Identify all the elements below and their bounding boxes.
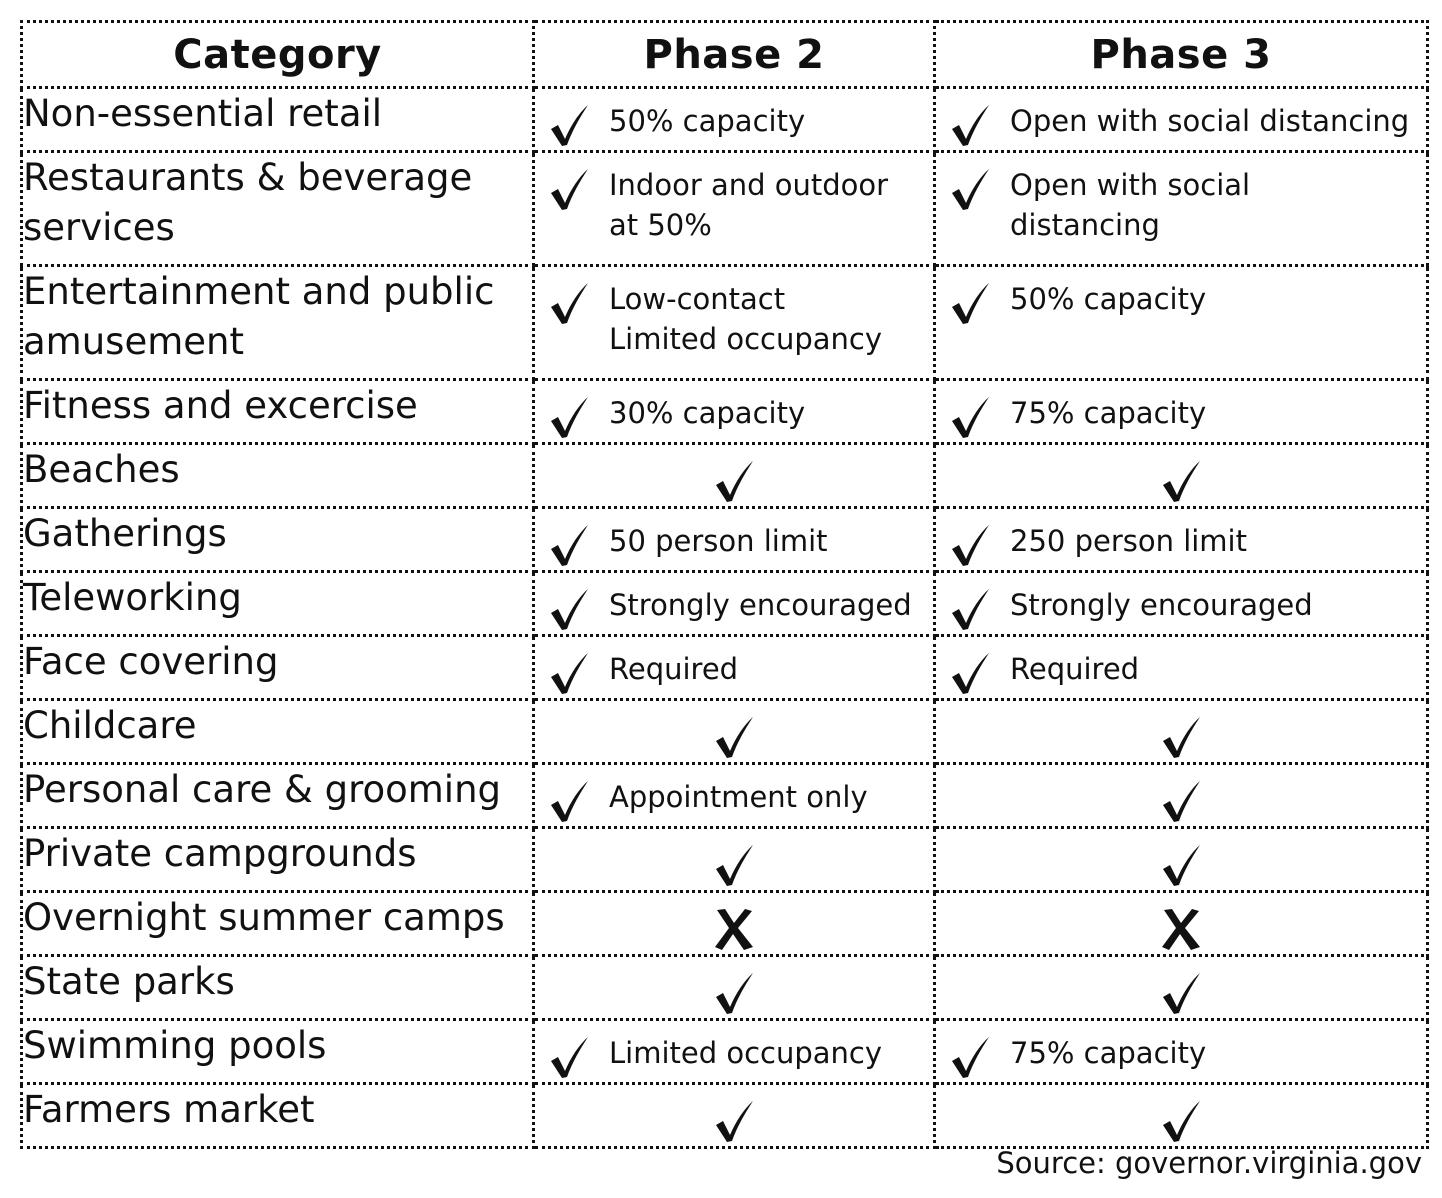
check-icon [1161,715,1201,759]
cell-content [535,829,933,887]
x-icon [714,907,754,951]
phase-3-cell [935,636,1428,700]
table-row [22,88,1428,152]
category-cell [22,892,534,956]
cell-content [535,573,933,631]
table-row [22,764,1428,828]
table-row [22,636,1428,700]
category-label: Gatherings [23,512,227,555]
category-cell [22,956,534,1020]
check-icon [714,843,754,887]
phase-3-cell [935,508,1428,572]
category-cell [22,572,534,636]
category-label: Private campgrounds [23,832,417,875]
category-label: Beaches [23,448,180,491]
table-row [22,444,1428,508]
phase-2-cell [534,956,935,1020]
cell-content [936,509,1426,567]
check-icon [714,971,754,1015]
check-icon [714,715,754,759]
cell-content [936,637,1426,695]
phase-2-cell [534,636,935,700]
cell-note: 75% capacity [1010,396,1207,430]
cell-content [535,381,933,439]
reopening-phases-table [20,20,1429,1149]
cell-note: Strongly encouraged [609,588,912,622]
cell-note: 75% capacity [1010,1036,1207,1070]
category-label: Entertainment and public amusement [23,270,495,363]
category-label: Personal care & grooming [23,768,502,811]
phase-2-cell [534,892,935,956]
phase-3-cell [935,892,1428,956]
table-row [22,508,1428,572]
cell-content [535,701,933,759]
check-icon [549,395,589,439]
phase-3-cell [935,1020,1428,1084]
phase-3-cell [935,956,1428,1020]
check-icon [549,1035,589,1079]
category-label: Teleworking [23,576,242,619]
cell-content [936,89,1426,147]
cell-content [535,445,933,503]
check-icon [950,395,990,439]
phase-2-cell [534,266,935,380]
category-label: State parks [23,960,235,1003]
check-icon [950,103,990,147]
phase-2-cell [534,828,935,892]
check-icon [549,103,589,147]
check-icon [549,651,589,695]
check-icon [1161,843,1201,887]
cell-content [535,1021,933,1079]
cell-content [535,267,933,359]
category-cell [22,700,534,764]
phase-2-cell [534,572,935,636]
category-cell [22,636,534,700]
category-label: Swimming pools [23,1024,327,1067]
check-icon [950,167,990,211]
cell-content [535,957,933,1015]
table-row [22,828,1428,892]
check-icon [1161,779,1201,823]
phase-3-cell [935,152,1428,266]
cell-note: 250 person limit [1010,524,1247,558]
table-body [22,88,1428,1148]
cell-content [535,509,933,567]
category-label: Childcare [23,704,197,747]
cell-content [936,381,1426,439]
category-cell [22,266,534,380]
check-icon [549,281,589,325]
cell-content [936,701,1426,759]
cell-content [535,1085,933,1143]
phase-3-cell [935,700,1428,764]
phase-2-cell [534,508,935,572]
cell-note: 50 person limit [609,524,828,558]
category-cell [22,1084,534,1148]
header-row [22,22,1428,88]
x-icon [1161,907,1201,951]
header-phase-2: Phase 2 [534,22,935,88]
cell-content [936,1021,1426,1079]
category-label: Non-essential retail [23,92,383,135]
phase-3-cell [935,1084,1428,1148]
phase-3-cell [935,572,1428,636]
category-label: Face covering [23,640,279,683]
cell-content [936,1085,1426,1143]
cell-note: Required [1010,652,1140,686]
check-icon [950,587,990,631]
phase-3-cell [935,828,1428,892]
check-icon [1161,1099,1201,1143]
source-credit: Source: governor.virginia.gov [996,1146,1422,1180]
phase-2-cell [534,380,935,444]
cell-content [936,445,1426,503]
check-icon [950,523,990,567]
cell-content [936,765,1426,823]
check-icon [549,587,589,631]
cell-note: Required [609,652,739,686]
cell-note: Indoor and outdoor at 50% [609,168,889,242]
table-row [22,266,1428,380]
cell-note: Appointment only [609,780,868,814]
cell-content [936,153,1426,245]
category-label: Fitness and excercise [23,384,418,427]
check-icon [1161,971,1201,1015]
cell-note: Low-contact Limited occupancy [609,282,883,356]
category-cell [22,508,534,572]
table-row [22,700,1428,764]
cell-content [535,89,933,147]
category-cell [22,152,534,266]
cell-content [535,153,933,245]
category-cell [22,828,534,892]
check-icon [950,1035,990,1079]
cell-note: Strongly encouraged [1010,588,1313,622]
phase-3-cell [935,444,1428,508]
check-icon [714,459,754,503]
table-row [22,152,1428,266]
check-icon [549,779,589,823]
reopening-phases-table-wrapper [20,20,1426,1148]
cell-note: Open with social distancing [1010,168,1251,242]
phase-2-cell [534,1084,935,1148]
cell-note: 30% capacity [609,396,806,430]
cell-content [936,829,1426,887]
cell-content [936,267,1426,325]
cell-content [936,957,1426,1015]
cell-content [936,573,1426,631]
phase-2-cell [534,764,935,828]
cell-content [535,637,933,695]
check-icon [950,281,990,325]
cell-content [535,893,933,951]
table-row [22,892,1428,956]
category-cell [22,1020,534,1084]
category-label: Overnight summer camps [23,896,505,939]
header-phase-3: Phase 3 [935,22,1428,88]
check-icon [549,167,589,211]
phase-2-cell [534,444,935,508]
cell-content [535,765,933,823]
check-icon [714,1099,754,1143]
check-icon [549,523,589,567]
cell-content [936,893,1426,951]
table-row [22,572,1428,636]
header-category: Category [22,22,534,88]
phase-3-cell [935,266,1428,380]
table-row [22,380,1428,444]
check-icon [1161,459,1201,503]
category-label: Restaurants & beverage services [23,156,473,249]
category-cell [22,88,534,152]
table-row [22,956,1428,1020]
category-label: Farmers market [23,1088,315,1131]
phase-3-cell [935,88,1428,152]
phase-3-cell [935,380,1428,444]
phase-3-cell [935,764,1428,828]
cell-note: 50% capacity [1010,282,1207,316]
category-cell [22,764,534,828]
category-cell [22,380,534,444]
phase-2-cell [534,88,935,152]
category-cell [22,444,534,508]
table-row [22,1084,1428,1148]
phase-2-cell [534,152,935,266]
phase-2-cell [534,700,935,764]
cell-note: 50% capacity [609,104,806,138]
check-icon [950,651,990,695]
phase-2-cell [534,1020,935,1084]
cell-note: Limited occupancy [609,1036,883,1070]
table-row [22,1020,1428,1084]
cell-note: Open with social distancing [1010,104,1410,138]
